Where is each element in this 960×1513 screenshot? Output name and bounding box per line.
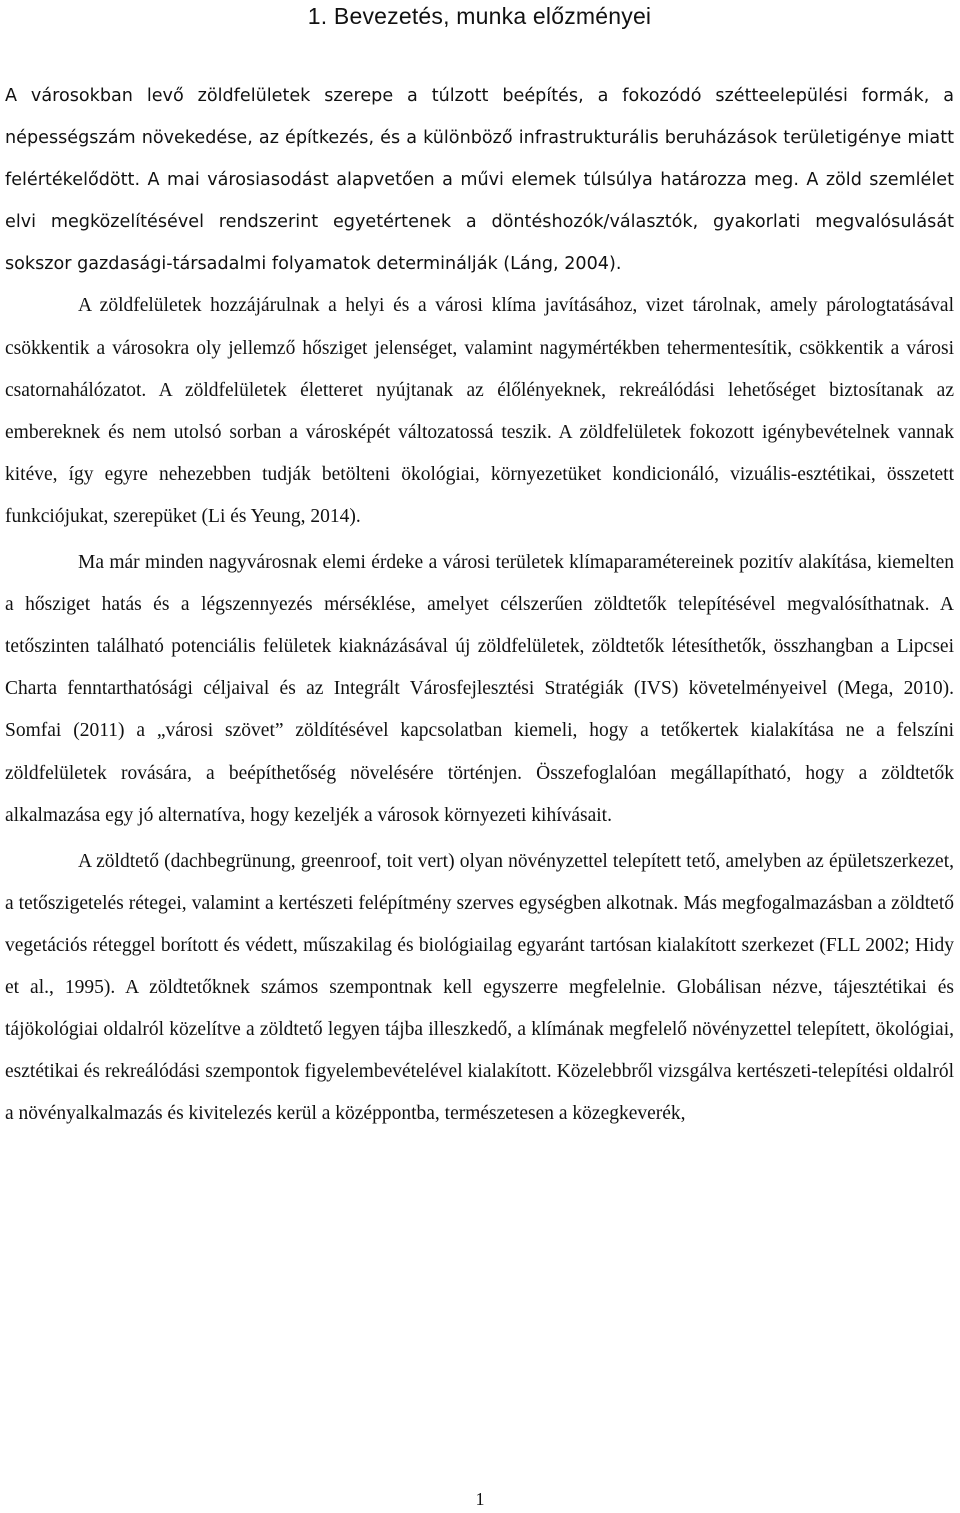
page-number: 1	[475, 1489, 485, 1509]
paragraph-green-surfaces: A zöldfelületek hozzájárulnak a helyi és a városi klíma javításához, vizet tárolnak, amely párologtatásával csökkentik a városokra oly jellemző hősziget jelenséget, valamint nagymértékben tehermentesítik, csökkentik a városi csatornahálózatot. A zöldfelületek életteret nyújtanak az élőlényeknek, rekreálódási lehetőséget biztosítanak az embereknek és nem utolsó sorban a városképét változatossá teszik. A zöldfelületek fokozott igénybevételnek vannak kitéve, így egyre nehezebben tudják betölteni ökológiai, környezetüket kondicionáló, vizuális-esztétikai, összetett funkciójukat, szerepüket (Li és Yeung, 2014).	[5, 295, 954, 527]
paragraph-green-roof-definition: A zöldtető (dachbegrünung, greenroof, toit vert) olyan növényzettel telepített tető, amelyben az épületszerkezet, a tetőszigetelés rétegei, valamint a kertészeti felépítmény szerves egységben alkotnak. Más megfogalmazásban a zöldtető vegetációs réteggel borított és védett, műszakilag és biológiailag egyaránt tartósan kialakított szerkezet (FLL 2002; Hidy et al., 1995). A zöldtetőknek számos szempontnak kell egyszerre megfelelnie. Globálisan nézve, tájesztétikai és tájökológiai oldalról közelítve a zöldtető legyen tájba illeszkedő, a klímának megfelelő növényzettel telepített, ökológiai, esztétikai és rekreálódási szempontok figyelembevételével kialakított. Közelebbről vizsgálva kertészeti-telepítési oldalról a növényalkalmazás és kivitelezés kerül a középpontba, természetesen a közegkeverék,	[5, 850, 954, 1125]
section-heading: 1. Bevezetés, munka előzményei	[307, 3, 652, 29]
paragraph-cities-climate: Ma már minden nagyvárosnak elemi érdeke a városi területek klímaparamétereinek pozitív alakítása, kiemelten a hősziget hatás és a légszennyezés mérséklése, amelyet célszerűen zöldtetők telepítésével megvalósíthatnak. A tetőszinten található potenciális felületek kiaknázásával új zöldfelületek, zöldtetők létesíthetők, összhangban a Lipcsei Charta fenntarthatósági céljaival és az Integrált Városfejlesztési Stratégiák (IVS) követelményeivel (Mega, 2010). Somfai (2011) a „városi szövet” zöldítésével kapcsolatban kiemeli, hogy a tetőkertek kialakítása ne a felszíni zöldfelületek rovására, a beépíthetőség növelésére történjen. Összefoglalóan megállapítható, hogy a zöldtetők alkalmazása egy jó alternatíva, hogy kezeljék a városok környezeti kihívásait.	[5, 552, 954, 826]
paragraph-intro: A városokban levő zöldfelületek szerepe a túlzott beépítés, a fokozódó szétteelepülési formák, a népességszám növekedése, az építkezés, és a különböző infrastrukturális beruházások területigénye miatt felértékelődött. A mai városiasodást alapvetően a művi elemek túlsúlya határozza meg. A zöld szemlélet elvi megközelítésével rendszerint egyetértenek a döntéshozók/választók, gyakorlati megvalósulását sokszor gazdasági-társadalmi folyamatok determinálják (Láng, 2004).	[5, 86, 954, 275]
document-body	[5, 75, 954, 1135]
